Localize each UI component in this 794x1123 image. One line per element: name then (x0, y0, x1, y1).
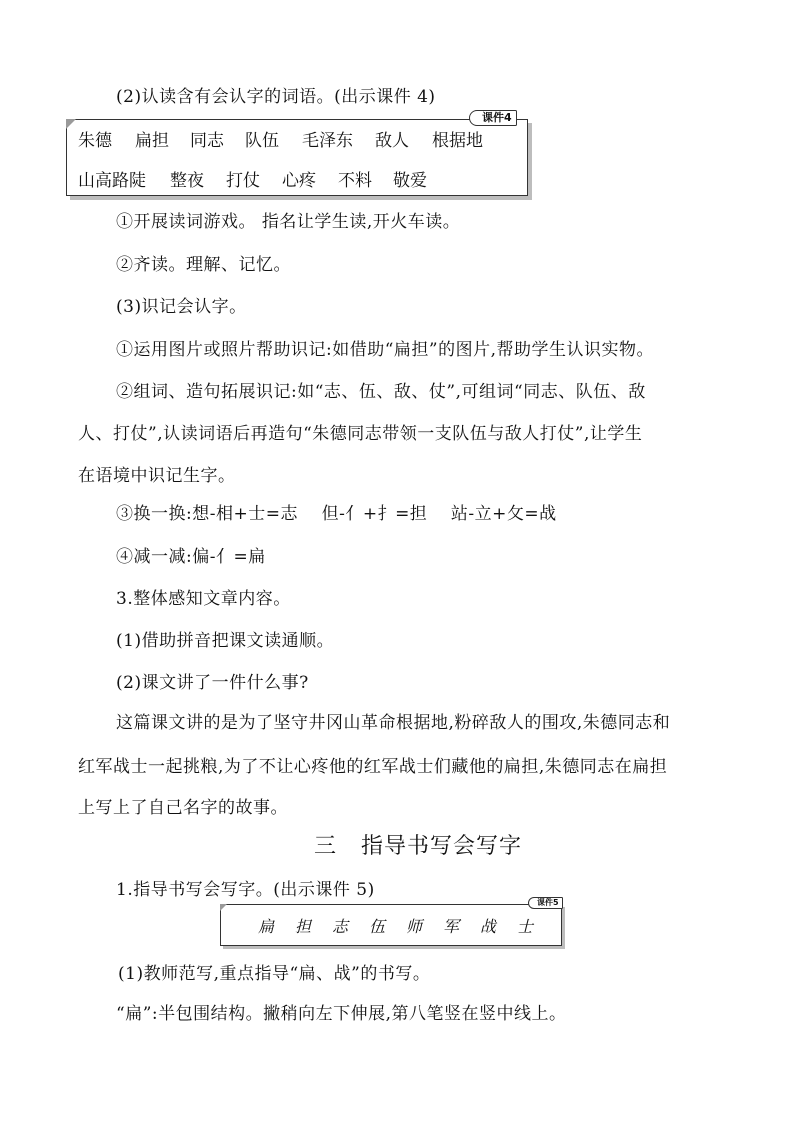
text-line-11: 3.整体感知文章内容。 (116, 589, 291, 609)
vocab-word: 根据地 (432, 131, 483, 151)
courseware-4-tag: 课件4 (469, 110, 517, 126)
writing-char: 担 (295, 917, 312, 936)
vocab-word: 整夜 (170, 171, 204, 191)
text-line-18: (1)教师范写,重点指导“扁、战”的书写。 (118, 964, 431, 984)
writing-char: 扁 (258, 917, 275, 936)
vocab-word: 朱德 (78, 131, 112, 151)
text-line-1: (2)认读含有会认字的词语。(出示课件 4) (116, 87, 436, 107)
vocab-word: 毛泽东 (302, 131, 353, 151)
writing-char: 志 (332, 917, 349, 936)
text-line-4: (3)识记会认字。 (116, 297, 247, 317)
corner-fold-icon (66, 119, 76, 129)
text-line-15: 红军战士一起挑粮,为了不让心疼他的红军战士们藏他的扁担,朱德同志在扁担 (78, 757, 668, 777)
text-line-12: (1)借助拼音把课文读通顺。 (116, 631, 335, 651)
vocab-word: 敌人 (375, 131, 409, 151)
vocab-word: 扁担 (135, 131, 169, 151)
writing-char: 军 (443, 917, 460, 936)
text-line-2: ①开展读词游戏。 指名让学生读,开火车读。 (116, 212, 461, 232)
writing-char: 师 (406, 917, 423, 936)
courseware-5-tag: 课件5 (528, 897, 563, 909)
text-line-10: ④减一减:偏-亻=扁 (116, 547, 266, 567)
text-line-7: 人、打仗”,认读词语后再造句“朱德同志带领一支队伍与敌人打仗”,让学生 (78, 424, 643, 444)
writing-char: 战 (480, 917, 497, 936)
vocab-word: 心疼 (282, 171, 316, 191)
text-line-13: (2)课文讲了一件什么事? (116, 673, 309, 693)
text-line-14: 这篇课文讲的是为了坚守井冈山革命根据地,粉碎敌人的围攻,朱德同志和 (116, 713, 671, 733)
section-heading: 三 指导书写会写字 (314, 834, 522, 859)
corner-fold-icon (220, 904, 227, 911)
text-line-8: 在语境中识记生字。 (78, 466, 236, 486)
text-line-6: ②组词、造句拓展识记:如“志、伍、敌、仗”,可组词“同志、队伍、敌 (116, 382, 646, 402)
vocab-word: 不料 (338, 171, 372, 191)
vocab-word: 山高路陡 (78, 171, 146, 191)
vocab-word: 队伍 (245, 131, 279, 151)
text-line-17: 1.指导书写会写字。(出示课件 5) (116, 880, 375, 900)
writing-char: 伍 (369, 917, 386, 936)
writing-char: 士 (517, 917, 534, 936)
vocab-word: 敬爱 (393, 171, 427, 191)
text-line-5: ①运用图片或照片帮助识记:如借助“扁担”的图片,帮助学生认识实物。 (116, 340, 655, 360)
text-line-16: 上写上了自己名字的故事。 (78, 798, 288, 818)
vocab-word: 打仗 (226, 171, 260, 191)
vocab-word: 同志 (190, 131, 224, 151)
text-line-9: ③换一换:想-相+士=志 但-亻+扌=担 站-立+攵=战 (116, 504, 557, 524)
text-line-19: “扁”:半包围结构。撇稍向左下伸展,第八笔竖在竖中线上。 (116, 1004, 567, 1024)
text-line-3: ②齐读。理解、记忆。 (116, 255, 291, 275)
